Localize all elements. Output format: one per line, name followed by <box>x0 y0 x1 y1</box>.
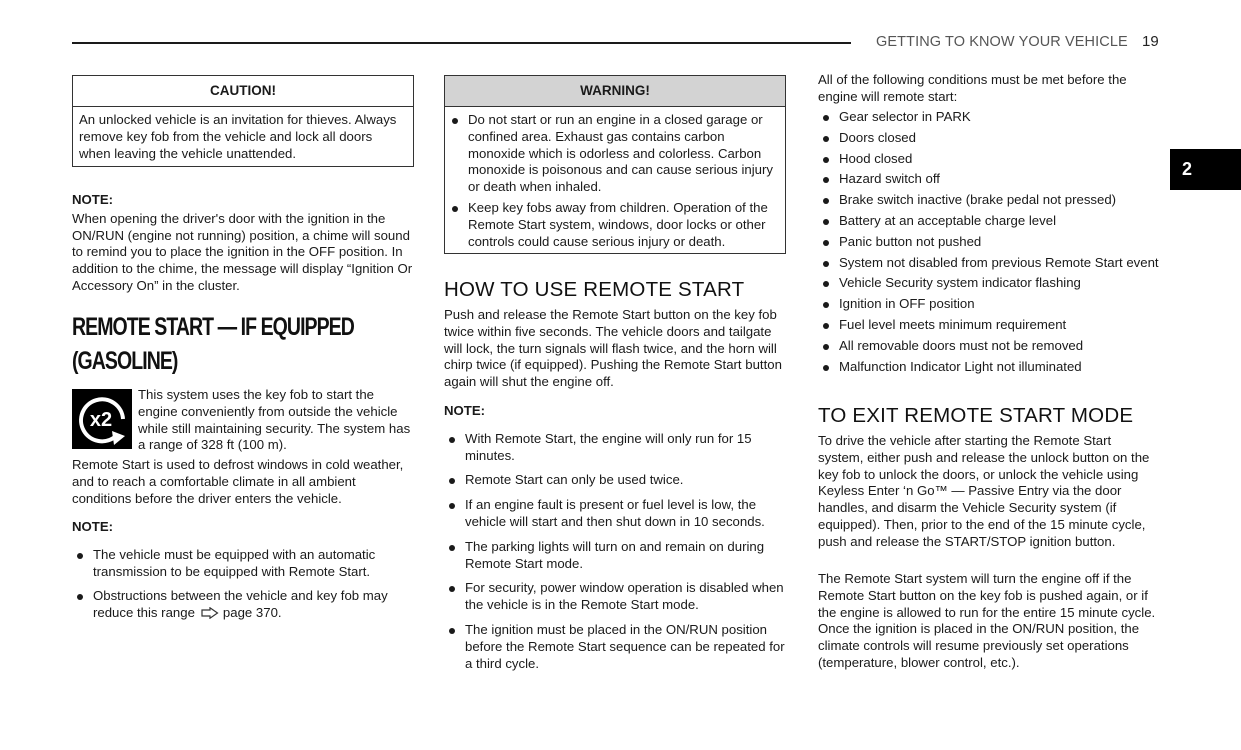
heading-line-1: REMOTE START — IF EQUIPPED <box>72 313 354 341</box>
note-list <box>72 547 414 624</box>
purpose-text: Remote Start is used to defrost windows in cold weather, and to reach a comfortable climate in all ambient conditions before the driver enters the vehicle. <box>72 457 404 506</box>
warning-box <box>444 75 786 254</box>
warning-list <box>445 107 785 250</box>
remote-start-heading <box>72 310 433 378</box>
remote-start-x2-icon <box>72 389 132 449</box>
list-item: Fuel level meets minimum requirement <box>818 317 1160 334</box>
list-item: All removable doors must not be removed <box>818 338 1160 355</box>
heading-line-2: (GASOLINE) <box>72 347 178 375</box>
header-rule <box>72 42 851 44</box>
list-item: Keep key fobs away from children. Operation of the Remote Start system, windows, door locks or other controls could cause serious injury or death. <box>447 200 779 250</box>
warning-title: WARNING! <box>445 76 785 107</box>
list-item: Hazard switch off <box>818 171 1160 188</box>
exit-body-2: The Remote Start system will turn the engine off if the Remote Start button on the key fob is pushed again, or if the engine is allowed to run for the entire 15 minute cycle. Once the ignition is placed in the ON/RUN position, the climate controls will resume previously set operations (temperature, blower control, etc.). <box>818 571 1156 670</box>
list-item: If an engine fault is present or fuel level is low, the vehicle will start and then shut down in 10 seconds. <box>444 497 786 531</box>
list-item: Do not start or run an engine in a closed garage or confined area. Exhaust gas contains carbon monoxide which is odorless and colorless. Carbon monoxide is poisonous and can cause serious injury or death when inhaled. <box>447 112 779 196</box>
how-to-heading: HOW TO USE REMOTE START <box>444 278 745 301</box>
list-item: With Remote Start, the engine will only run for 15 minutes. <box>444 431 786 465</box>
page-reference-arrow-icon[interactable] <box>201 607 219 624</box>
list-item: Doors closed <box>818 130 1160 147</box>
list-item: The ignition must be placed in the ON/RUN position before the Remote Start sequence can be repeated for a third cycle. <box>444 622 786 672</box>
list-item: Obstructions between the vehicle and key fob may reduce this range page 370. <box>72 588 414 624</box>
intro-text: This system uses the key fob to start the engine conveniently from outside the vehicle while still maintaining security. The system has a range of 328 ft (100 m). <box>138 387 411 453</box>
note-block-2 <box>72 519 414 624</box>
list-item: Panic button not pushed <box>818 234 1160 251</box>
list-item: The parking lights will turn on and remain on during Remote Start mode. <box>444 539 786 573</box>
list-item: Hood closed <box>818 151 1160 168</box>
list-item: Malfunction Indicator Light not illuminated <box>818 359 1160 376</box>
caution-box <box>72 75 414 167</box>
list-item: Vehicle Security system indicator flashing <box>818 275 1160 292</box>
exit-body-1: To drive the vehicle after starting the Remote Start system, either push and release the unlock button on the key fob to unlock the doors, or unlock the vehicle using Keyless Enter ‘n Go™ — Passive Entry via the door handles, and disarm the Vehicle Security system (if equipped). Then, prior to the end of the 15 minute cycle, push and release the START/STOP ignition button. <box>818 433 1150 549</box>
conditions-intro: All of the following conditions must be met before the engine will remote start: <box>818 72 1127 104</box>
note-label: NOTE: <box>444 403 486 418</box>
list-item: The vehicle must be equipped with an automatic transmission to be equipped with Remote Start. <box>72 547 414 581</box>
section-title: GETTING TO KNOW YOUR VEHICLE <box>876 34 1128 50</box>
list-item: Ignition in OFF position <box>818 296 1160 313</box>
list-item: Battery at an acceptable charge level <box>818 213 1160 230</box>
how-to-body: Push and release the Remote Start button on the key fob twice within five seconds. The vehicle doors and tailgate will lock, the turn signals will flash twice, and the horn will chirp twice (if equipped). Pushing the Remote Start button again will shut the engine off. <box>444 307 782 390</box>
caution-title: CAUTION! <box>73 76 413 107</box>
list-item: For security, power window operation is disabled when the vehicle is in the Remote Start mode. <box>444 580 786 614</box>
list-item: System not disabled from previous Remote Start event <box>818 255 1160 272</box>
note-label: NOTE: <box>72 192 114 207</box>
svg-text:x2: x2 <box>89 409 113 431</box>
list-item: Brake switch inactive (brake pedal not pressed) <box>818 192 1160 209</box>
page-reference-link[interactable]: page 370. <box>222 605 282 621</box>
exit-heading: TO EXIT REMOTE START MODE <box>818 404 1134 427</box>
conditions-list <box>818 109 1160 375</box>
note-label: NOTE: <box>72 519 114 534</box>
note-list <box>444 431 786 673</box>
note-block-1 <box>72 192 414 295</box>
how-to-note <box>444 403 786 672</box>
list-item: Gear selector in PARK <box>818 109 1160 126</box>
caution-body: An unlocked vehicle is an invitation for thieves. Always remove key fob from the vehicle and lock all doors when leaving the vehicle unattended. <box>79 112 397 161</box>
note-body: When opening the driver's door with the ignition in the ON/RUN (engine not running) position, a chime will sound to remind you to place the ignition in the OFF position. In addition to the chime, the message will display “Ignition Or Accessory On” in the cluster. <box>72 210 413 293</box>
page-number: 19 <box>1142 33 1159 50</box>
list-item: Remote Start can only be used twice. <box>444 472 786 489</box>
chapter-tab[interactable]: 2 <box>1170 149 1241 190</box>
